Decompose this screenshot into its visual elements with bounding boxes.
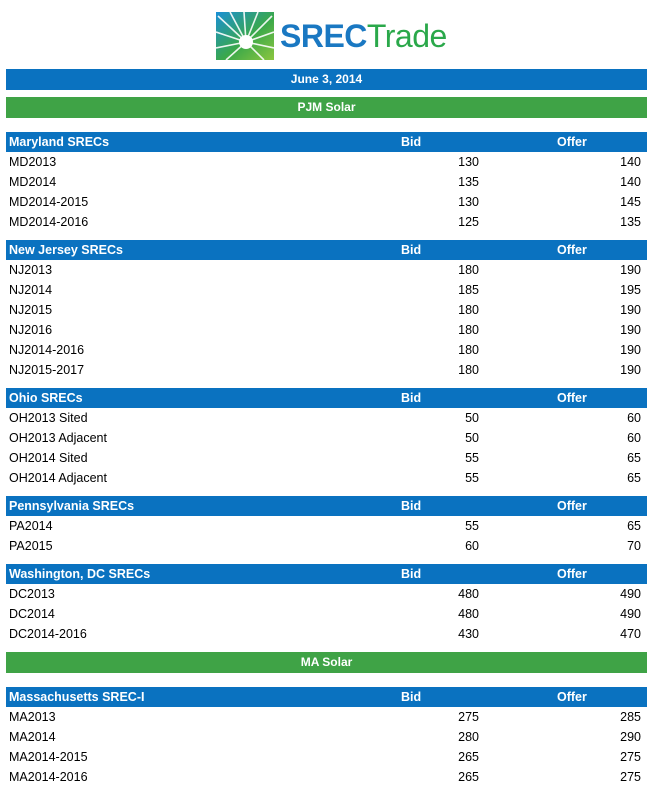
offer-value: 290 [620,730,641,744]
offer-value: 145 [620,195,641,209]
bid-value: 280 [458,730,479,744]
contract-name: MD2014-2015 [9,195,89,209]
offer-column-header: Offer [557,135,587,149]
offer-value: 275 [620,750,641,764]
table-title: Ohio SRECs [9,391,83,405]
contract-name: MA2014 [9,730,56,744]
contract-name: MA2014-2015 [9,750,88,764]
region-bar [6,97,647,118]
bid-value: 50 [465,431,479,445]
table-header [6,564,647,584]
table-row [6,727,647,747]
price-table [6,132,647,232]
contract-name: MD2014 [9,175,57,189]
offer-value: 60 [627,431,641,445]
offer-value: 65 [627,451,641,465]
table-row [6,152,647,172]
table-title: Pennsylvania SRECs [9,499,135,513]
table-row [6,360,647,380]
offer-value: 190 [620,343,641,357]
table-row [6,320,647,340]
table-header [6,388,647,408]
offer-column-header: Offer [557,391,587,405]
bid-value: 130 [458,195,479,209]
bid-column-header: Bid [401,391,422,405]
table-row [6,408,647,428]
contract-name: MD2014-2016 [9,215,89,229]
table-row [6,260,647,280]
bid-value: 180 [458,263,479,277]
bid-value: 55 [465,519,479,533]
bid-column-header: Bid [401,243,422,257]
offer-column-header: Offer [557,499,587,513]
table-row [6,624,647,644]
offer-column-header: Offer [557,567,587,581]
offer-value: 70 [627,539,641,553]
offer-value: 140 [620,175,641,189]
table-row [6,428,647,448]
region-label: MA Solar [300,655,353,669]
contract-name: NJ2013 [9,263,53,277]
contract-name: OH2014 Sited [9,451,88,465]
srectrade-logo [216,12,446,60]
bid-column-header: Bid [401,499,422,513]
offer-value: 60 [627,411,641,425]
table-row [6,340,647,360]
contract-name: DC2014-2016 [9,627,87,641]
price-table [6,240,647,380]
contract-name: DC2013 [9,587,55,601]
price-table [6,564,647,644]
bid-value: 55 [465,451,479,465]
price-table [6,496,647,556]
table-row [6,212,647,232]
sunburst-logo-icon [216,12,274,60]
date-bar [6,69,647,90]
offer-value: 490 [620,587,641,601]
offer-value: 490 [620,607,641,621]
table-row [6,516,647,536]
table-title: New Jersey SRECs [9,243,123,257]
report-date: June 3, 2014 [290,72,363,86]
contract-name: MD2013 [9,155,57,169]
table-header [6,240,647,260]
region-label: PJM Solar [297,100,356,114]
offer-column-header: Offer [557,243,587,257]
logo-srec-text: SREC [280,18,367,54]
offer-value: 65 [627,471,641,485]
table-title: Washington, DC SRECs [9,567,151,581]
table-row [6,172,647,192]
price-table [6,687,647,787]
contract-name: OH2013 Sited [9,411,88,425]
contract-name: DC2014 [9,607,55,621]
bid-value: 55 [465,471,479,485]
offer-column-header: Offer [557,690,587,704]
contract-name: NJ2015 [9,303,53,317]
offer-value: 65 [627,519,641,533]
bid-value: 185 [458,283,479,297]
bid-column-header: Bid [401,135,422,149]
bid-column-header: Bid [401,690,422,704]
table-header [6,496,647,516]
offer-value: 470 [620,627,641,641]
bid-value: 60 [465,539,479,553]
table-header [6,687,647,707]
offer-value: 190 [620,363,641,377]
logo-wordmark [280,18,447,54]
table-row [6,604,647,624]
bid-value: 275 [458,710,479,724]
contract-name: MA2014-2016 [9,770,88,784]
contract-name: NJ2015-2017 [9,363,85,377]
table-row [6,767,647,787]
table-row [6,707,647,727]
price-table [6,388,647,488]
table-title: Massachusetts SREC-I [9,690,145,704]
bid-value: 180 [458,303,479,317]
contract-name: NJ2014-2016 [9,343,85,357]
logo-trade-text: Trade [366,18,447,54]
bid-value: 265 [458,770,479,784]
bid-value: 125 [458,215,479,229]
bid-column-header: Bid [401,567,422,581]
contract-name: NJ2014 [9,283,53,297]
bid-value: 180 [458,343,479,357]
offer-value: 190 [620,263,641,277]
bid-value: 480 [458,587,479,601]
bid-value: 180 [458,363,479,377]
bid-value: 480 [458,607,479,621]
table-title: Maryland SRECs [9,135,110,149]
contract-name: OH2013 Adjacent [9,431,107,445]
contract-name: PA2014 [9,519,53,533]
table-row [6,280,647,300]
table-row [6,747,647,767]
offer-value: 195 [620,283,641,297]
bid-value: 130 [458,155,479,169]
bid-value: 430 [458,627,479,641]
offer-value: 285 [620,710,641,724]
table-row [6,584,647,604]
offer-value: 190 [620,303,641,317]
contract-name: PA2015 [9,539,53,553]
table-header [6,132,647,152]
table-row [6,448,647,468]
table-row [6,536,647,556]
offer-value: 275 [620,770,641,784]
bid-value: 135 [458,175,479,189]
offer-value: 135 [620,215,641,229]
table-row [6,192,647,212]
contract-name: MA2013 [9,710,56,724]
region-bar [6,652,647,673]
offer-value: 140 [620,155,641,169]
contract-name: OH2014 Adjacent [9,471,107,485]
offer-value: 190 [620,323,641,337]
contract-name: NJ2016 [9,323,53,337]
bid-value: 180 [458,323,479,337]
table-row [6,300,647,320]
table-row [6,468,647,488]
bid-value: 50 [465,411,479,425]
bid-value: 265 [458,750,479,764]
